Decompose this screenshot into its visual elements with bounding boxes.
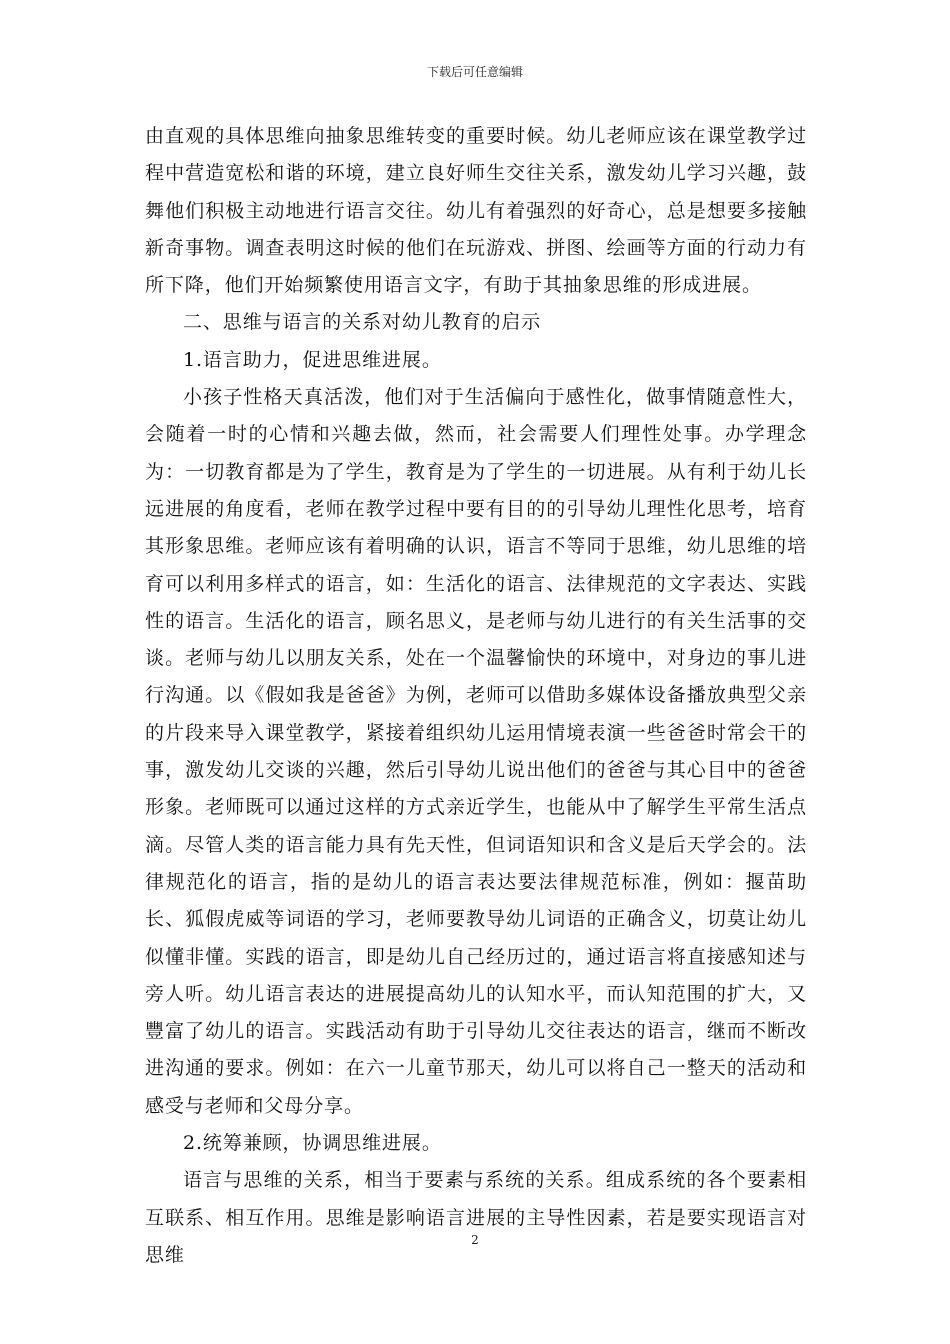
page-number: 2 bbox=[471, 1233, 479, 1247]
paragraph-continuation: 由直观的具体思维向抽象思维转变的重要时候。幼儿老师应该在课堂教学过程中营造宽松和谐的环境，建立良好师生交往关系，激发幼儿学习兴趣，鼓舞他们积极主动地进行语言交往。幼儿有着强烈的好奇心，总是想要多接触新奇事物。调查表明这时候的他们在玩游戏、拼图、绘画等方面的行动力有所下降，他们开始频繁使用语言文字，有助于其抽象思维的形成进展。 bbox=[145, 125, 807, 297]
subsection-heading-1: 1.语言助力，促进思维进展。 bbox=[183, 348, 442, 371]
paragraph-body-1: 小孩子性格天真活泼，他们对于生活偏向于感性化，做事情随意性大，会随着一时的心情和兴趣去做，然而，社会需要人们理性处事。办学理念为：一切教育都是为了学生，教育是为了学生的一切进展。从有利于幼儿长远进展的角度看，老师在教学过程中要有目的的引导幼儿理性化思考，培育其形象思维。老师应该有着明确的认识，语言不等同于思维，幼儿思维的培育可以利用多样式的语言，如：生活化的语言、法律规范的文字表达、实践性的语言。生活化的语言，顾名思义，是老师与幼儿进行的有关生活事的交谈。老师与幼儿以朋友关系，处在一个温馨愉快的环境中，对身边的事儿进行沟通。以《假如我是爸爸》为例，老师可以借助多媒体设备播放典型父亲的片段来导入课堂教学，紧接着组织幼儿运用情境表演一些爸爸时常会干的事，激发幼儿交谈的兴趣，然后引导幼儿说出他们的爸爸与其心目中的爸爸形象。老师既可以通过这样的方式亲近学生，也能从中了解学生平常生活点滴。尽管人类的语言能力具有先天性，但词语知识和含义是后天学会的。法律规范化的语言，指的是幼儿的语言表达要法律规范标准，例如：揠苗助长、狐假虎威等词语的学习，老师要教导幼儿词语的正确含义，切莫让幼儿似懂非懂。实践的语言，即是幼儿自己经历过的，通过语言将直接感知述与旁人听。幼儿语言表达的进展提高幼儿的认知水平，而认知范围的扩大，又豐富了幼儿的语言。实践活动有助于引导幼儿交往表达的语言，继而不断改进沟通的要求。例如：在六一儿童节那天，幼儿可以将自己一整天的活动和感受与老师和父母分享。 bbox=[145, 386, 807, 1117]
page-header: 下载后可任意编辑 bbox=[426, 65, 523, 79]
paragraph-body-2: 语言与思维的关系，相当于要素与系统的关系。组成系统的各个要素相互联系、相互作用。思维是影响语言进展的主导性因素，若是要实现语言对思维 bbox=[145, 1169, 807, 1266]
document-body bbox=[145, 118, 807, 1274]
subsection-heading-2: 2.统筹兼顾，协调思维进展。 bbox=[183, 1132, 442, 1155]
section-heading: 二、思维与语言的关系对幼儿教育的启示 bbox=[183, 311, 542, 334]
